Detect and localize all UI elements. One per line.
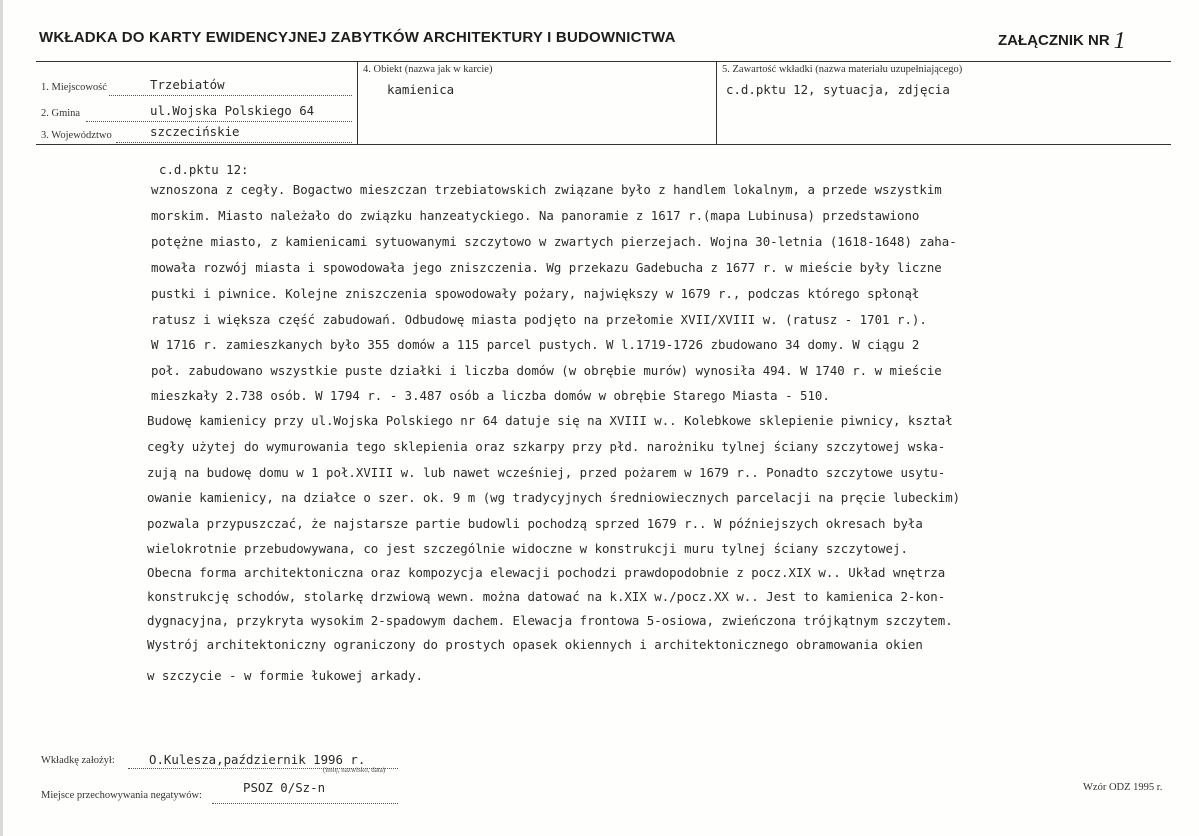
- object-label: 4. Obiekt (nazwa jak w karcie): [363, 64, 493, 75]
- voivodeship-value: szczecińskie: [150, 124, 240, 139]
- annex-number: 1: [1113, 28, 1126, 54]
- body-line: dygnacyjna, przykryta wysokim 2-spadowym dachem. Elewacja frontowa 5-osiowa, zwieńczona trójkątnym szczytem.: [147, 613, 953, 628]
- document-title: WKŁADKA DO KARTY EWIDENCYJNEJ ZABYTKÓW ARCHITEKTURY I BUDOWNICTWA: [39, 29, 676, 46]
- body-line: konstrukcję schodów, stolarkę drzwiową wewn. można datować na k.XIX w./pocz.XX w.. Jest to kamienica 2-kon-: [147, 589, 946, 604]
- object-value: kamienica: [387, 82, 455, 97]
- voivodeship-dotted-line: [116, 142, 352, 143]
- body-line: wielokrotnie przebudowywana, co jest szczególnie widoczne w konstrukcji muru tylnej ściany szczytowej.: [147, 541, 908, 556]
- form-top-rule: [36, 61, 1171, 62]
- body-line: pustki i piwnice. Kolejne zniszczenia spowodowały pożary, największy w 1679 r., podczas którego spłonął: [151, 286, 920, 301]
- body-line: w szczycie - w formie łukowej arkady.: [147, 668, 424, 683]
- locality-dotted-line: [109, 95, 352, 96]
- body-line: ratusz i większa część zabudowań. Odbudowę miasta podjęto na przełomie XVII/XVIII w. (ratusz - 1701 r.).: [151, 312, 927, 327]
- body-heading: c.d.pktu 12:: [159, 162, 249, 177]
- author-hint: (imię, nazwisko, data): [323, 766, 386, 774]
- author-label: Wkładkę założył:: [41, 755, 115, 766]
- body-line: owanie kamienicy, na działce o szer. ok. 9 m (wg tradycyjnych średniowiecznych parcelacji na pręcie lubeckim): [147, 490, 961, 505]
- form-divider-2: [716, 61, 717, 145]
- storage-value: PSOZ 0/Sz-n: [243, 780, 326, 795]
- form-bottom-rule: [36, 144, 1171, 145]
- body-line: W 1716 r. zamieszkanych było 355 domów a 115 parcel pustych. W l.1719-1726 zbudowano 34 domy. W ciągu 2: [151, 337, 920, 352]
- body-line: mowała rozwój miasta i spowodowała jego zniszczenia. Wg przekazu Gadebucha z 1677 r. w mieście były liczne: [151, 260, 942, 275]
- voivodeship-label: 3. Województwo: [41, 130, 112, 141]
- annex-label-text: ZAŁĄCZNIK NR: [998, 32, 1110, 49]
- commune-value: ul.Wojska Polskiego 64: [150, 103, 315, 118]
- content-value: c.d.pktu 12, sytuacja, zdjęcia: [726, 82, 950, 97]
- body-line: poł. zabudowano wszystkie puste działki i liczba domów (w obrębie murów) wynosiła 494. W 1740 r. w mieście: [151, 363, 942, 378]
- storage-label: Miejsce przechowywania negatywów:: [41, 790, 202, 801]
- form-code: Wzór ODZ 1995 r.: [1083, 782, 1163, 793]
- body-line: Wystrój architektoniczny ograniczony do prostych opasek okiennych i architektonicznego obramowania okien: [147, 637, 923, 652]
- body-line: Budowę kamienicy przy ul.Wojska Polskiego nr 64 datuje się na XVIII w.. Kolebkowe sklepienie piwnicy, kształ: [147, 413, 953, 428]
- storage-dotted-line: [212, 803, 398, 804]
- body-line: mieszkały 2.738 osób. W 1794 r. - 3.487 osób a liczba domów w obrębie Starego Miasta - 510.: [151, 388, 830, 403]
- commune-label: 2. Gmina: [41, 108, 81, 119]
- body-line: zują na budowę domu w 1 poł.XVIII w. lub nawet wcześniej, przed pożarem w 1679 r.. Ponadto szczytowe usytu-: [147, 465, 946, 480]
- body-line: Obecna forma architektoniczna oraz kompozycja elewacji pochodzi prawdopodobnie z pocz.XIX w.. Układ wnętrza: [147, 565, 946, 580]
- body-line: potężne miasto, z kamienicami sytuowanymi szczytowo w zwartych pierzejach. Wojna 30-letnia (1618-1648) zaha-: [151, 234, 957, 249]
- locality-label: 1. Miejscowość: [41, 82, 107, 93]
- commune-dotted-line: [86, 121, 352, 122]
- body-line: wznoszona z cegły. Bogactwo mieszczan trzebiatowskich związane było z handlem lokalnym, a przede wszystkim: [151, 182, 942, 197]
- form-divider-1: [357, 61, 358, 145]
- content-label: 5. Zawartość wkładki (nazwa materiału uzupełniającego): [722, 64, 963, 75]
- annex-label: [998, 25, 1126, 52]
- body-line: pozwala przypuszczać, że najstarsze partie budowli pochodzą sprzed 1679 r.. W późniejszych okresach była: [147, 516, 923, 531]
- author-value: O.Kulesza,październik 1996 r.: [149, 752, 366, 767]
- locality-value: Trzebiatów: [150, 77, 225, 92]
- body-line: cegły użytej do wymurowania tego sklepienia oraz szkarpy przy płd. narożniku tylnej ściany szczytowej wska-: [147, 439, 946, 454]
- body-line: morskim. Miasto należało do związku hanzeatyckiego. Na panoramie z 1617 r.(mapa Lubinusa) przedstawiono: [151, 208, 920, 223]
